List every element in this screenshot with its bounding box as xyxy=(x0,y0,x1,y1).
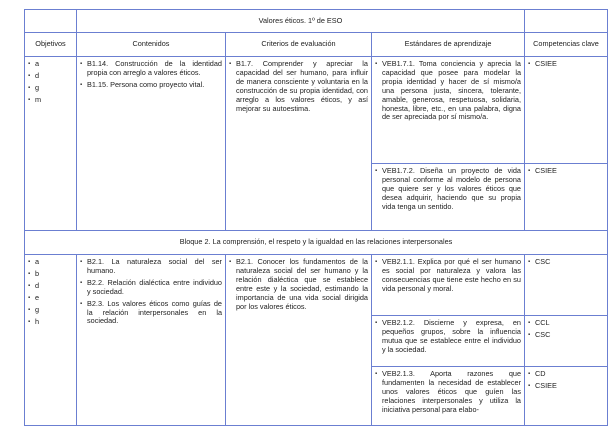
block2-row-a xyxy=(25,255,608,316)
contenido-item: ▪ B2.2. Relación dialéctica entre individuo y sociedad. xyxy=(80,279,222,297)
criterio-item: ▪ B2.1. Conocer los fundamentos de la naturaleza social del ser humano y la relación dialéctica que se establece entre este y la sociedad, estimando la importancia de una vida social dirigida por los valores éticos. xyxy=(229,258,368,311)
header-competencias: Competencias clave xyxy=(525,33,608,57)
contenido-item: ▪ B1.14. Construcción de la identidad propia con arreglo a valores éticos. xyxy=(80,60,222,78)
competencia-item: ▪ CSC xyxy=(528,331,604,340)
contenido-item: ▪ B1.15. Persona como proyecto vital. xyxy=(80,81,222,90)
block1-objetivos xyxy=(25,57,77,231)
competencia-item: ▪ CCL xyxy=(528,319,604,328)
block2-criterio xyxy=(226,255,372,426)
block1-estandar-1 xyxy=(372,57,525,164)
objetivo-item: ▪ h xyxy=(28,318,73,327)
block2-contenidos xyxy=(77,255,226,426)
estandar-item: ▪ VEB2.1.2. Discierne y expresa, en pequeños grupos, sobre la influencia mutua que se establece entre el individuo y la sociedad. xyxy=(375,319,521,355)
curriculum-table xyxy=(24,9,608,426)
header-objetivos: Objetivos xyxy=(25,33,77,57)
objetivo-item: ▪ e xyxy=(28,294,73,303)
block2-title: Bloque 2. La comprensión, el respeto y la igualdad en las relaciones interpersonales xyxy=(25,231,608,255)
objetivo-item: ▪ m xyxy=(28,96,73,105)
block2-competencia-1 xyxy=(525,255,608,316)
block1-criterio xyxy=(226,57,372,231)
table-title: Valores éticos. 1º de ESO xyxy=(77,10,525,33)
header-contenidos: Contenidos xyxy=(77,33,226,57)
competencia-item: ▪ CSIEE xyxy=(528,382,604,391)
objetivo-item: ▪ d xyxy=(28,72,73,81)
header-criterios: Criterios de evaluación xyxy=(226,33,372,57)
estandar-item: ▪ VEB2.1.1. Explica por qué el ser humano es social por naturaleza y valora las consecuencias que tiene este hecho en su vida personal y moral. xyxy=(375,258,521,294)
title-spacer-cell xyxy=(25,10,77,33)
competencia-item: ▪ CD xyxy=(528,370,604,379)
block2-competencia-3 xyxy=(525,367,608,426)
block2-estandar-1 xyxy=(372,255,525,316)
objetivo-item: ▪ a xyxy=(28,258,73,267)
competencia-item: ▪ CSIEE xyxy=(528,167,604,176)
block2-competencia-2 xyxy=(525,316,608,367)
block2-estandar-3 xyxy=(372,367,525,426)
objetivo-item: ▪ g xyxy=(28,306,73,315)
competencia-item: ▪ CSIEE xyxy=(528,60,604,69)
block1-competencia-2 xyxy=(525,164,608,231)
criterio-item: ▪ B1.7. Comprender y apreciar la capacidad del ser humano, para influir de manera consciente y voluntaria en la construcción de su propia identidad, con arreglo a los valores éticos, y así mejorar su autoestima. xyxy=(229,60,368,113)
header-estandares: Estándares de aprendizaje xyxy=(372,33,525,57)
estandar-item: ▪ VEB2.1.3. Aporta razones que fundamenten la necesidad de establecer unos valores éticos que guíen las relaciones interpersonales y utiliza la iniciativa personal para elabo- xyxy=(375,370,521,415)
competencia-item: ▪ CSC xyxy=(528,258,604,267)
estandar-item: ▪ VEB1.7.2. Diseña un proyecto de vida personal conforme al modelo de persona que quiere ser y los valores éticos que desea adquirir, haciendo que su propia vida tenga un sentido. xyxy=(375,167,521,212)
contenido-item: ▪ B2.3. Los valores éticos como guías de la relación interpersonales en la sociedad. xyxy=(80,300,222,327)
block1-row-a xyxy=(25,57,608,164)
objetivo-item: ▪ g xyxy=(28,84,73,93)
objetivo-item: ▪ d xyxy=(28,282,73,291)
block1-contenidos xyxy=(77,57,226,231)
block2-objetivos xyxy=(25,255,77,426)
block1-estandar-2 xyxy=(372,164,525,231)
block1-competencia-1 xyxy=(525,57,608,164)
block2-estandar-2 xyxy=(372,316,525,367)
objetivo-item: ▪ b xyxy=(28,270,73,279)
estandar-item: ▪ VEB1.7.1. Toma conciencia y aprecia la capacidad que posee para modelar la propia identidad y hacer de sí mismo/a una persona justa, sincera, tolerante, amable, generosa, respetuosa, solidaria, honesta, libre, etc., en una palabra, digna de ser apreciada por sí mismo/a. xyxy=(375,60,521,122)
contenido-item: ▪ B2.1. La naturaleza social del ser humano. xyxy=(80,258,222,276)
objetivo-item: ▪ a xyxy=(28,60,73,69)
title-right-cell xyxy=(525,10,608,33)
